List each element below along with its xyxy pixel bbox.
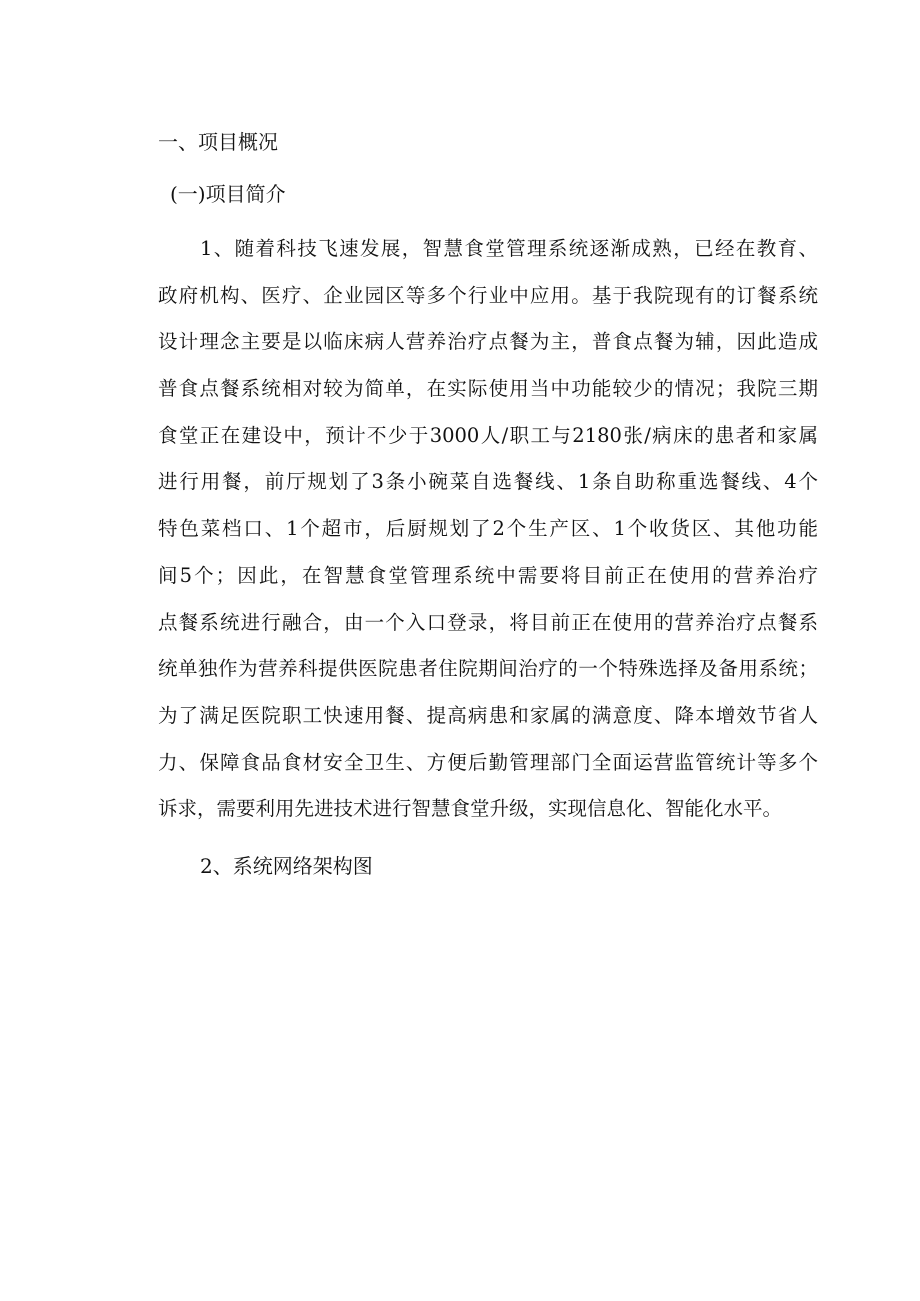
- paragraph-line: 设计理念主要是以临床病人营养治疗点餐为主，普食点餐为辅，因此造成: [158, 330, 818, 354]
- paragraph-line: 普食点餐系统相对较为简单，在实际使用当中功能较少的情况；我院三期: [158, 377, 818, 401]
- paragraph-line: 1、随着科技飞速发展，智慧食堂管理系统逐渐成熟，已经在教育、: [200, 237, 818, 260]
- paragraph-line: 食堂正在建设中，预计不少于3000人/职工与2180张/病床的患者和家属: [158, 423, 818, 447]
- paragraph-line: 间5个；因此，在智慧食堂管理系统中需要将目前正在使用的营养治疗: [158, 563, 818, 587]
- paragraph-line: 进行用餐，前厅规划了3条小碗菜自选餐线、1条自助称重选餐线、4个: [158, 470, 818, 494]
- paragraph-line: 特色菜档口、1个超市，后厨规划了2个生产区、1个收货区、其他功能: [158, 517, 818, 541]
- subsection-heading: (一)项目简介: [170, 182, 286, 206]
- intro-paragraph: [158, 226, 818, 833]
- item-heading-network-diagram: 2、系统网络架构图: [200, 854, 373, 878]
- paragraph-line: 力、保障食品食材安全卫生、方便后勤管理部门全面运营监管统计等多个: [158, 750, 818, 774]
- paragraph-line: 诉求，需要利用先进技术进行智慧食堂升级，实现信息化、智能化水平。: [158, 797, 783, 821]
- section-heading: 一、项目概况: [158, 130, 278, 154]
- paragraph-line: 政府机构、医疗、企业园区等多个行业中应用。基于我院现有的订餐系统: [158, 283, 818, 307]
- paragraph-line: 点餐系统进行融合，由一个入口登录，将目前正在使用的营养治疗点餐系: [158, 610, 818, 634]
- paragraph-line: 为了满足医院职工快速用餐、提高病患和家属的满意度、降本增效节省人: [158, 703, 818, 727]
- paragraph-line: 统单独作为营养科提供医院患者住院期间治疗的一个特殊选择及备用系统；: [158, 657, 818, 681]
